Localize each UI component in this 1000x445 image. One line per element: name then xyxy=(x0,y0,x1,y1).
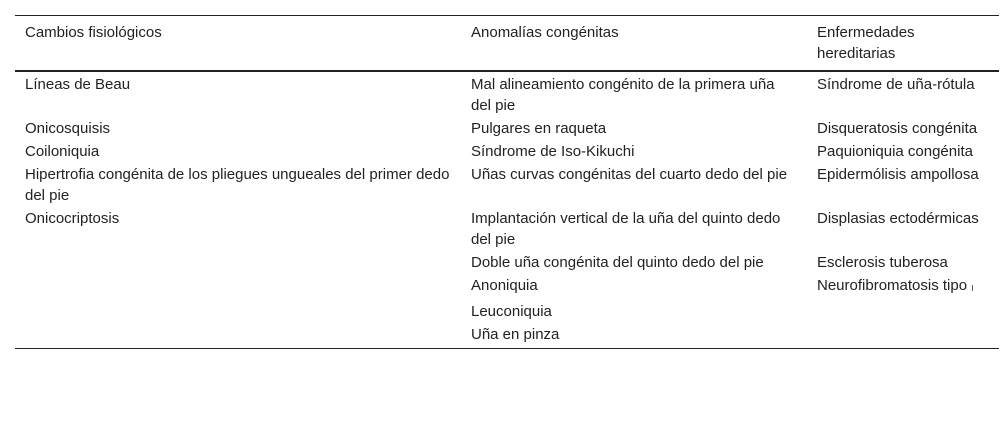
table-cell: Síndrome de uña-rótula xyxy=(817,76,975,93)
header-anomalias-congenitas: Anomalías congénitas xyxy=(471,24,619,41)
table-cell: Coiloniquia xyxy=(25,143,100,160)
table-cell xyxy=(15,251,461,274)
table-cell xyxy=(15,323,461,349)
table-cell: Esclerosis tuberosa xyxy=(817,254,948,271)
table-cell: Anoniquia xyxy=(471,277,538,294)
nail-disorders-table-container xyxy=(15,15,999,349)
cell-text: Neurofibromatosis tipo xyxy=(817,277,968,294)
table-cell: Disqueratosis congénita xyxy=(817,120,978,137)
table-cell xyxy=(807,274,999,300)
table-row xyxy=(15,274,999,300)
header-cambios-fisiologicos: Cambios fisiológicos xyxy=(25,24,162,41)
header-enfermedades-hereditarias: Enfermedades hereditarias xyxy=(817,24,915,62)
table-cell: Implantación vertical de la uña del quinto dedo del pie xyxy=(471,210,781,248)
table-cell: Uñas curvas congénitas del cuarto dedo del pie xyxy=(471,166,788,183)
footnote-mark: I xyxy=(971,284,974,293)
table-cell: Uña en pinza xyxy=(471,326,560,343)
table-cell: Leuconiquia xyxy=(471,303,552,320)
table-cell: Onicocriptosis xyxy=(25,210,120,227)
table-cell: Paquioniquia congénita xyxy=(817,143,973,160)
table-cell xyxy=(807,323,999,349)
table-row xyxy=(15,300,999,323)
table-cell: Displasias ectodérmicas xyxy=(817,210,979,227)
nail-disorders-table xyxy=(15,15,999,349)
table-cell: Hipertrofia congénita de los pliegues ungueales del primer dedo del pie xyxy=(25,166,450,204)
table-row xyxy=(15,251,999,274)
table-header xyxy=(15,16,999,72)
table-cell xyxy=(15,274,461,300)
table-row xyxy=(15,140,999,163)
table-cell: Epidermólisis ampollosa xyxy=(817,166,979,183)
table-row xyxy=(15,163,999,207)
table-cell: Líneas de Beau xyxy=(25,76,131,93)
table-cell: Mal alineamiento congénito de la primera uña del pie xyxy=(471,76,775,114)
table-cell: Onicosquisis xyxy=(25,120,111,137)
table-cell: Síndrome de Iso-Kikuchi xyxy=(471,143,635,160)
header-row xyxy=(15,16,999,72)
table-row xyxy=(15,207,999,251)
table-row xyxy=(15,323,999,349)
table-cell xyxy=(807,300,999,323)
table-cell xyxy=(15,300,461,323)
table-row xyxy=(15,71,999,117)
table-cell: Pulgares en raqueta xyxy=(471,120,607,137)
table-cell: Doble uña congénita del quinto dedo del pie xyxy=(471,254,764,271)
table-body xyxy=(15,71,999,349)
table-row xyxy=(15,117,999,140)
